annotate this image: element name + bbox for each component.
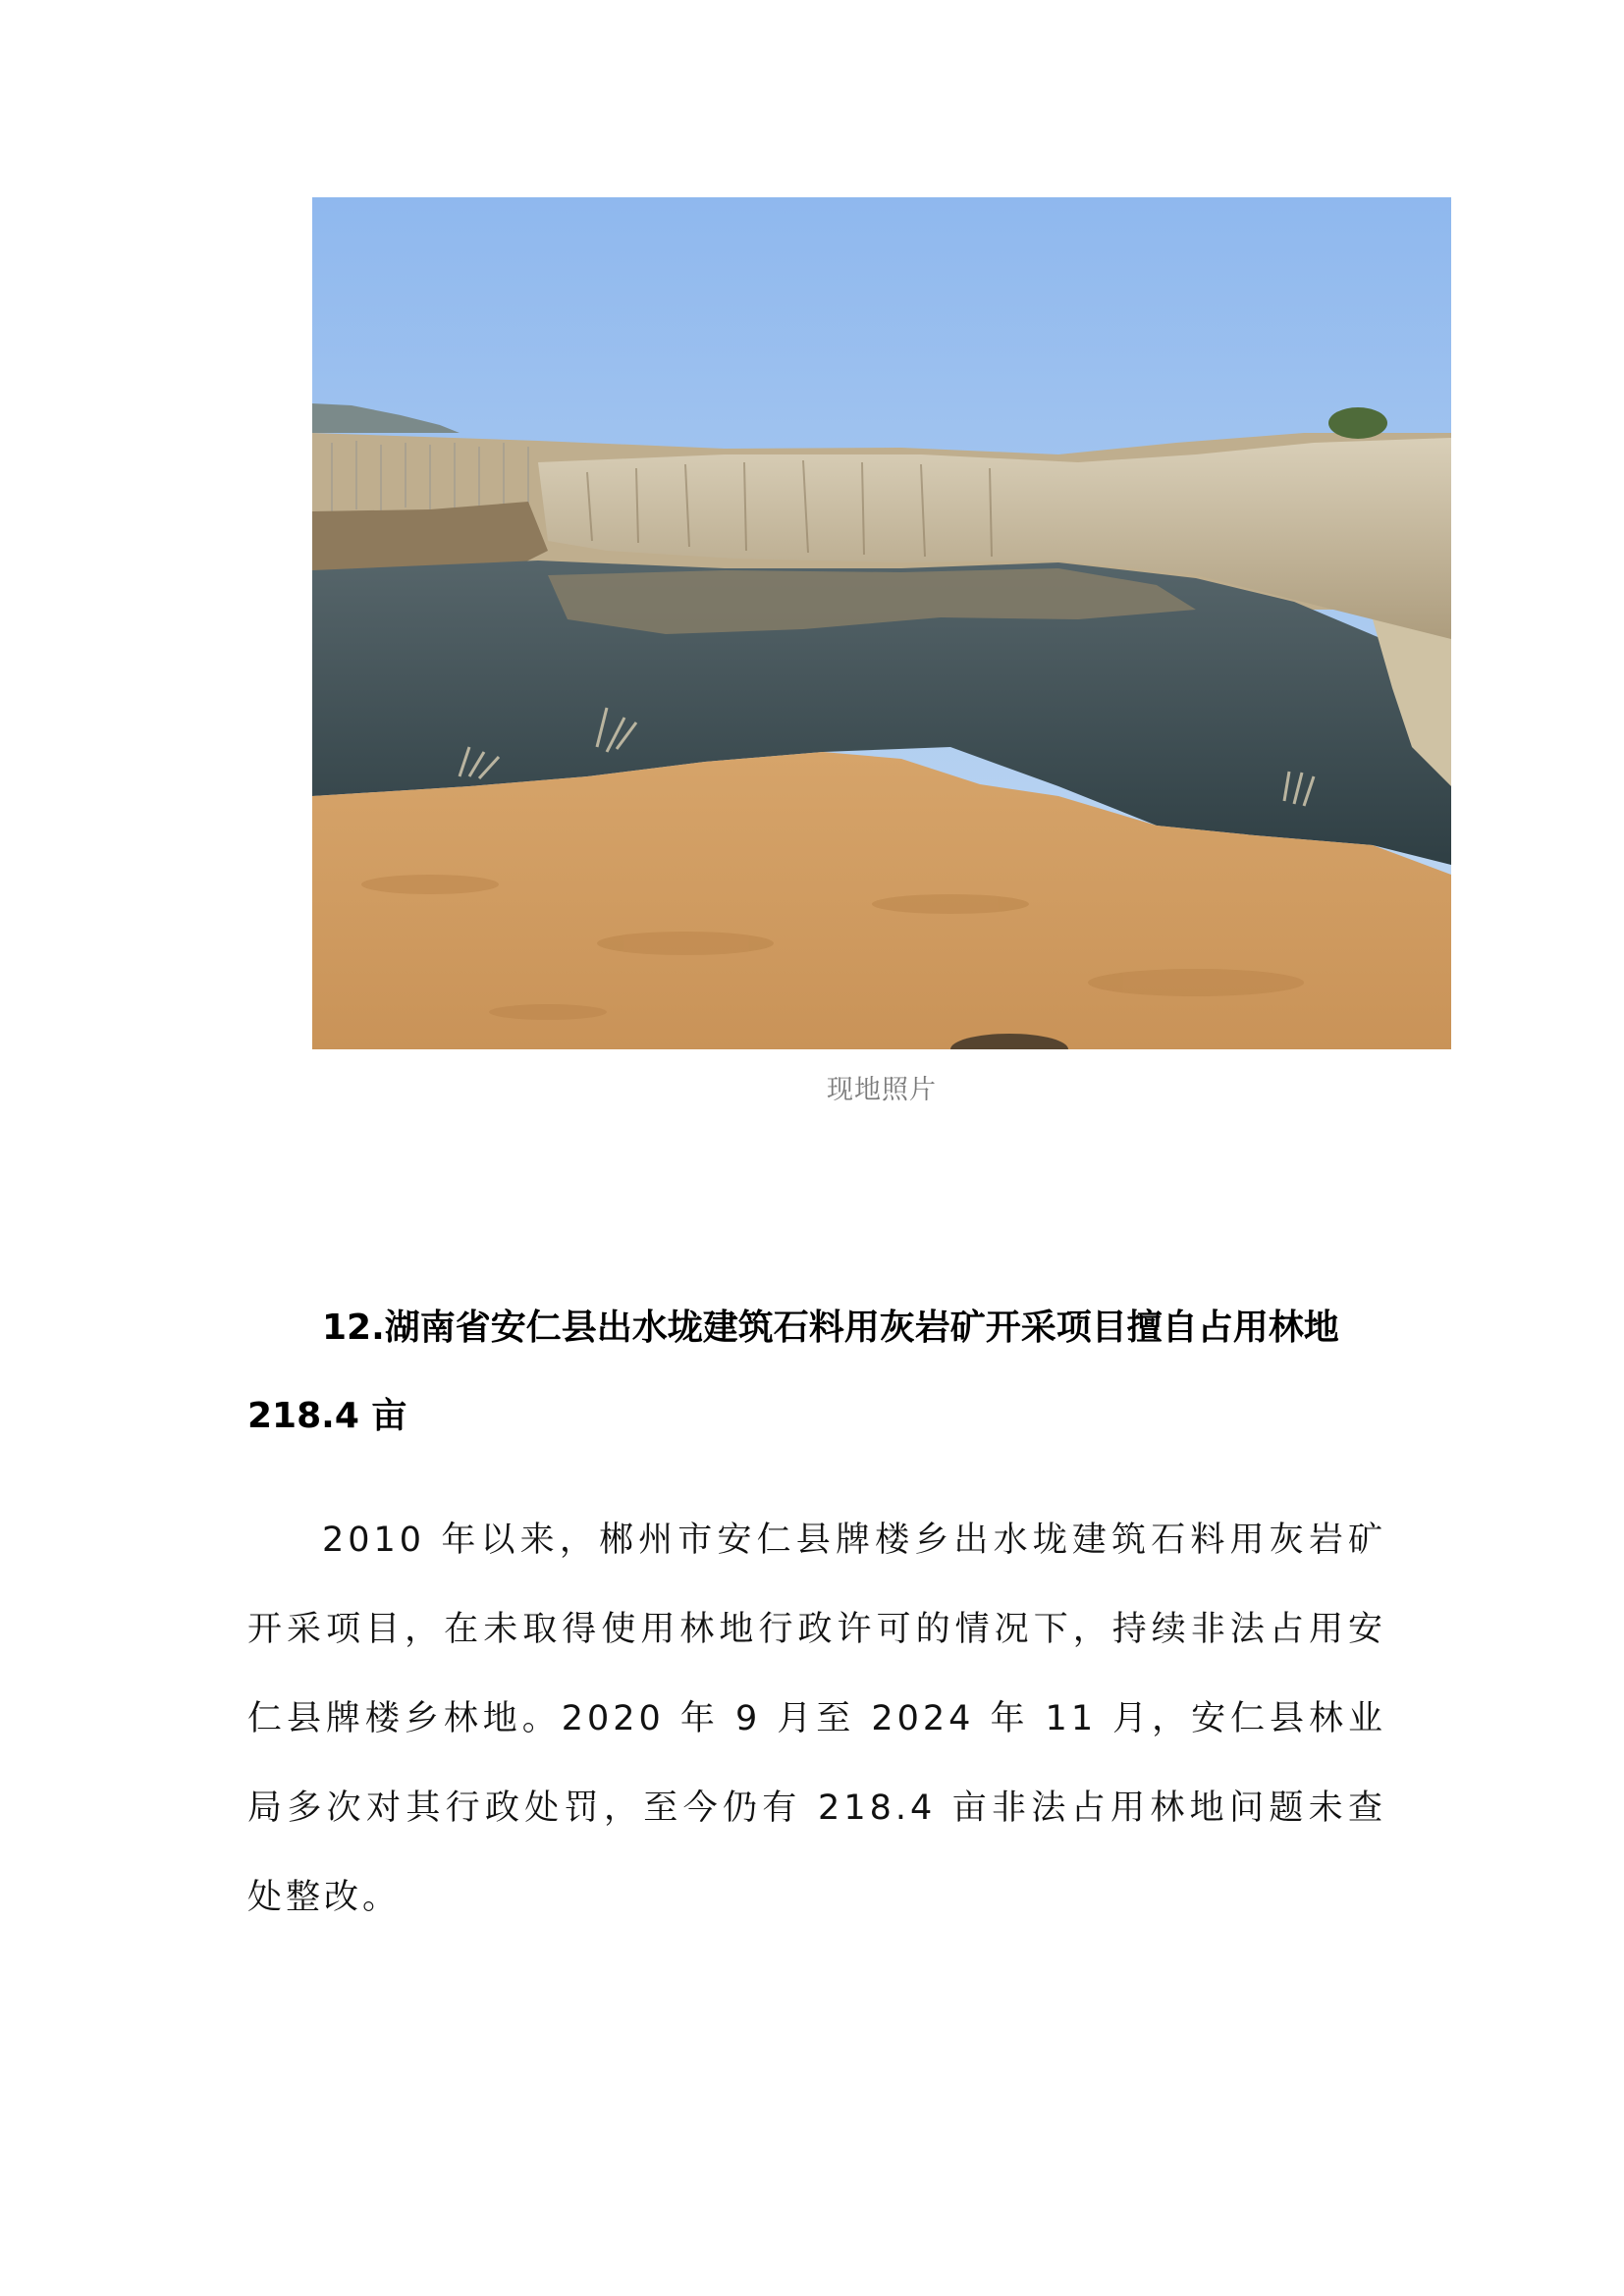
photo-caption: 现地照片 — [827, 1075, 937, 1105]
section-paragraph: 2010 年以来，郴州市安仁县牌楼乡出水垅建筑石料用灰岩矿开采项目，在未取得使用林地行政许可的情况下，持续非法占用安仁县牌楼乡林地。2020 年 9 月至 2024 年 11 月，安仁县林业局多次对其行政处罚，至今仍有 218.4 亩非法占用林地问题未查处整改。 — [247, 1521, 1386, 1917]
section-heading: 12.湖南省安仁县出水垅建筑石料用灰岩矿开采项目擅自占用林地 218.4 亩 — [247, 1308, 1339, 1436]
site-photo — [312, 197, 1451, 1049]
quarry-pond-illustration — [312, 197, 1451, 1049]
